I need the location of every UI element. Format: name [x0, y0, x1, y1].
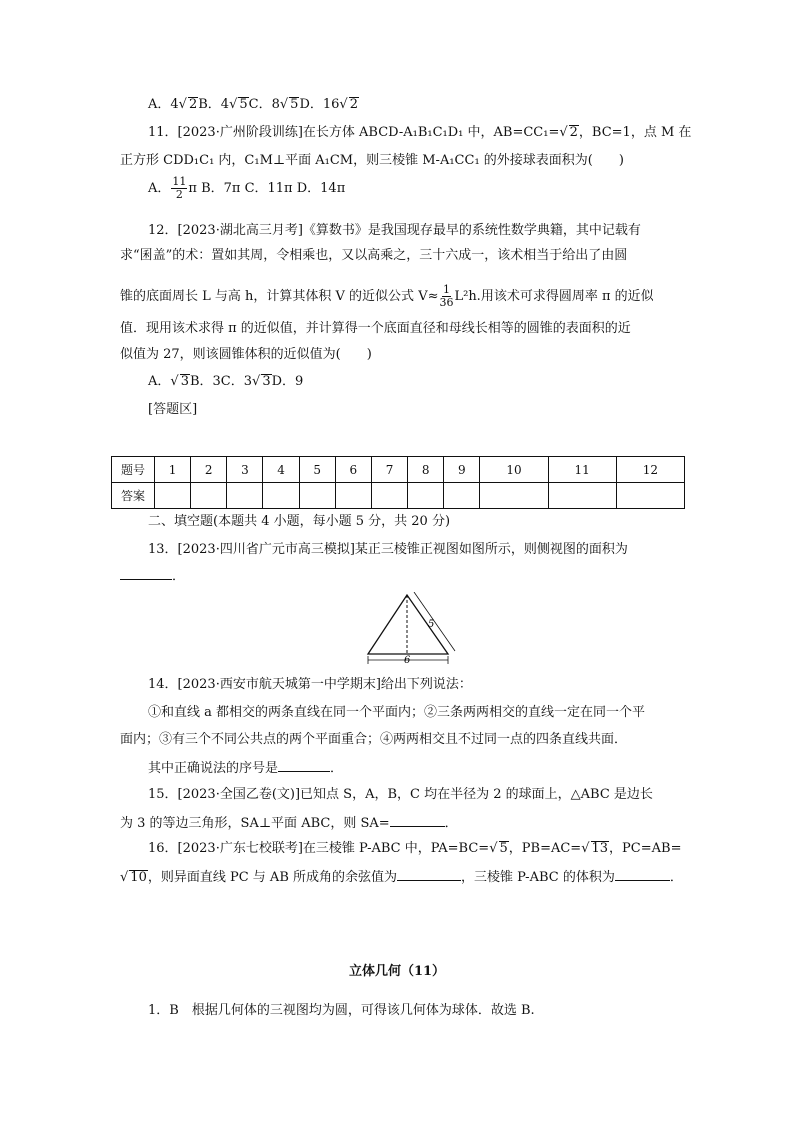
q10-options: A．4√ 2B．4√ 5C．8√ 5D．16√ 2: [148, 97, 358, 112]
table-row: [112, 483, 685, 509]
answer-blank[interactable]: [615, 867, 670, 881]
q16-line2: √ 10，则异面直线 PC 与 AB 所成角的余弦值为 ，三棱锥 P-ABC 的体积为 ．: [120, 867, 683, 887]
answer-1: 1．B 根据几何体的三视图均为圆，可得该几何体为球体．故选 B.: [148, 1003, 535, 1018]
answer-cell[interactable]: [191, 483, 227, 509]
q14-line4: 其中正确说法的序号是 ．: [148, 758, 343, 778]
triangle-outline: [368, 595, 448, 654]
answer-cell[interactable]: [227, 483, 263, 509]
question-number-cell: 9: [444, 457, 480, 483]
answer-blank[interactable]: [397, 867, 461, 881]
answer-area-label: [答题区]: [148, 402, 198, 417]
section-title-fill-blank: 二、填空题(本题共 4 小题，每小题 5 分，共 20 分): [148, 514, 451, 529]
question-number-cell: 6: [335, 457, 371, 483]
answer-cell[interactable]: [371, 483, 407, 509]
q12-line1: 12．[2023·湖北高三月考]《算数书》是我国现存最早的系统性数学典籍，其中记载有: [148, 223, 641, 238]
answer-cell[interactable]: [408, 483, 444, 509]
q14-line1: 14．[2023·西安市航天城第一中学期末]给出下列说法：: [148, 677, 472, 692]
question-number-cell: 12: [616, 457, 684, 483]
table-header-cell: 题号: [112, 457, 155, 483]
q13-line2: ．: [120, 566, 185, 586]
q15-line2: 为 3 的等边三角形，SA⊥平面 ABC，则 SA= ．: [120, 813, 458, 833]
q12-line2: 求“囷盖”的术：置如其周，令相乘也，又以高乘之，三十六成一，该术相当于给出了由圆: [120, 248, 628, 263]
q12-line3: 锥的底面周长 L 与高 h，计算其体积 V 的近似公式 V≈ $\frac{1}{36}$ L²h.用该术可求得圆周率 π 的近似: [120, 283, 654, 309]
answer-cell[interactable]: [335, 483, 371, 509]
base-length-label: 6: [404, 655, 411, 666]
answer-blank[interactable]: [390, 813, 445, 827]
triangle-figure: [364, 592, 460, 666]
q11-line1: 11．[2023·广州阶段训练]在长方体 ABCD-A₁B₁C₁D₁ 中，AB=CC₁=√ 2，BC=1，点 M 在: [148, 125, 692, 140]
table-row: [112, 457, 685, 483]
question-number-cell: 1: [155, 457, 191, 483]
side-length-label: 5: [428, 619, 435, 630]
q15-line1: 15．[2023·全国乙卷(文)]已知点 S，A，B，C 均在半径为 2 的球面上，△ABC 是边长: [148, 787, 653, 802]
q11-line2: 正方形 CDD₁C₁ 内，C₁M⊥平面 A₁CM，则三棱锥 M-A₁CC₁ 的外接球表面积为( ): [120, 153, 624, 168]
q16-line1: 16．[2023·广东七校联考]在三棱锥 P-ABC 中，PA=BC=√ 5，PB=AC=√ 13，PC=AB=: [148, 841, 682, 856]
answer-cell[interactable]: [480, 483, 548, 509]
question-number-cell: 2: [191, 457, 227, 483]
question-number-cell: 7: [371, 457, 407, 483]
question-number-cell: 11: [548, 457, 616, 483]
answer-cell[interactable]: [616, 483, 684, 509]
answer-cell[interactable]: [548, 483, 616, 509]
q12-options: A．√ 3B．3C．3√ 3D．9: [148, 374, 304, 389]
answer-blank[interactable]: [120, 566, 172, 580]
answer-table: [111, 456, 685, 509]
answer-cell[interactable]: [155, 483, 191, 509]
side-dimension-line: [414, 592, 455, 651]
q14-line2: ①和直线 a 都相交的两条直线在同一个平面内；②三条两两相交的直线一定在同一个平: [148, 705, 646, 720]
q11-options: A． $\frac{11}{2}$ π B．7π C．11π D．14π: [148, 175, 346, 201]
question-number-cell: 3: [227, 457, 263, 483]
q14-line3: 面内；③有三个不同公共点的两个平面重合；④两两相交且不过同一点的四条直线共面．: [120, 732, 628, 747]
q12-line5: 似值为 27，则该圆锥体积的近似值为( ): [120, 347, 372, 362]
question-number-cell: 5: [299, 457, 335, 483]
q13-line1: 13．[2023·四川省广元市高三模拟]某正三棱锥正视图如图所示，则侧视图的面积为: [148, 542, 628, 557]
answer-cell[interactable]: [444, 483, 480, 509]
answers-title: 立体几何（11）: [348, 964, 446, 979]
q12-line4: 值．现用该术求得 π 的近似值，并计算得一个底面直径和母线长相等的圆锥的表面积的近: [120, 321, 631, 336]
answer-cell[interactable]: [263, 483, 299, 509]
question-number-cell: 4: [263, 457, 299, 483]
question-number-cell: 8: [408, 457, 444, 483]
answer-blank[interactable]: [278, 758, 330, 772]
answer-cell[interactable]: [299, 483, 335, 509]
table-header-cell: 答案: [112, 483, 155, 509]
question-number-cell: 10: [480, 457, 548, 483]
